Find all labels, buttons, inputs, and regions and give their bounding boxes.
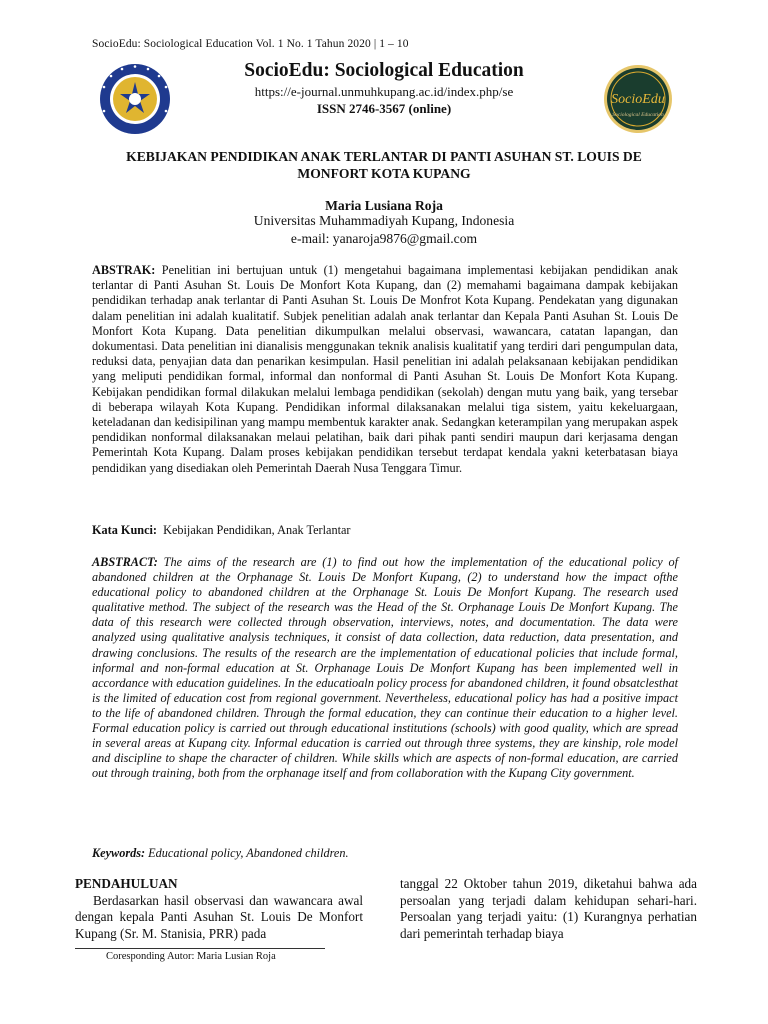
author-name: Maria Lusiana Roja xyxy=(325,198,443,213)
abstract-en-text: The aims of the research are (1) to find out how the implementation of the educational policy of abandoned children at the Orphanage St. Louis De Monfort Kupang, (2) to understand how the impact ofthe educational policy to abandoned children at the Orphanage St. Louis De Monfort Kupang. The research used qualitative method. The subject of the research was the Head of the St. Orphanage Louis De Monfort Kupang. The data of this research were collected through observation, interviews, notes, and documentation. The data were analyzed using qualitative analysis techniques, it consist of data collection, data reduction, data presentation, and drawing conclusions. The results of the research are the implementation of educational policies that include formal, informal and non-formal education at St. Orphanage Louis De Monfort Kupang has been implemented well in accordance with education guidelines. In the educatioaln policy process for abandoned children, it found obsatclesthat is the limited of education cost from regional government. Nevertheless, educational policy has had a positive impact to the life of abandoned children. Through the formal education, they can continue their education to a higher level. Formal education policy is carried out through educational institutions (schools) with good quality, which are spread in several areas at Kupang city. Informal education is carried out through three systems, they are kinship, role model and discipline to shape the character of children. While skills which are aspects of non-formal education, are carried out through training, both from the orphanage itself and from collaboration with the Kupang City government. xyxy=(92,555,679,781)
section-heading-pendahuluan: PENDAHULUAN xyxy=(75,876,178,891)
journal-issn: ISSN 2746-3567 (online) xyxy=(316,101,452,116)
author-email[interactable]: e-mail: yanaroja9876@gmail.com xyxy=(290,231,478,246)
kata-kunci-label: Kata Kunci: xyxy=(92,523,157,537)
journal-title: SocioEdu: Sociological Education xyxy=(244,60,524,81)
keywords-en xyxy=(92,846,349,861)
keywords-en-label: Keywords: xyxy=(92,846,146,860)
abstract-en-label: ABSTRACT: xyxy=(92,555,158,569)
socioedu-logo-text: SocioEdu xyxy=(611,92,665,107)
body-text-right: tanggal 22 Oktober tahun 2019, diketahui bahwa ada persoalan yang terjadi dalam kehidupan sehari-hari. Persoalan yang terjadi yaitu: (1) Kurangnya perhatian dari pemerintah terhadap biaya xyxy=(400,876,697,941)
footnote-corresponding-author: Coresponding Autor: Maria Lusian Roja xyxy=(106,951,276,962)
kata-kunci xyxy=(92,523,351,538)
author-affiliation: Universitas Muhammadiyah Kupang, Indonesia xyxy=(253,213,515,228)
running-head: SocioEdu: Sociological Education Vol. 1 No. 1 Tahun 2020 | 1 – 10 xyxy=(92,38,409,50)
abstrak-paragraph xyxy=(92,263,678,476)
abstrak-text: Penelitian ini bertujuan untuk (1) mengetahui bagaimana implementasi kebijakan pendidikan anak terlantar di Panti Asuhan St. Louis De Monfort Kota Kupang, dan (2) memahami bagaimana dampak kebijakan pendidikan terhadap anak terlantar di Panti Asuhan St. Louis De Monfrot Kota Kupang. Pendekatan yang digunakan dalam penelitian ini adalah kualitatif. Subjek penelitian adalah anak terlantar dan Kepala Panti Asuhan St. Louis De Monfort Kota Kupang. Data penelitian dikumpulkan melalui observasi, wawancara, catatan lapangan, dan dokumentasi. Data penelitian ini dianalisis menggunakan teknik analisis kualitatif yang terdiri dari pengumpulan data, reduksi data, penyajian data dan penarikan kesimpulan. Hasil penelitian ini adalah pelaksanaan kebijakan pendidikan yang meliputi pendidikan formal, informal dan nonformal di Panti Asuhan St. Louis De Monfort Kota Kupang. Kebijakan pendidikan formal dilakukan melalui lembaga pendidikan (sekolah) dengan mutu yang baik, yang tersebar di beberapa wilayah Kota Kupang. Pendidikan informal dilaksanakan melalui tiga sistem, yaitu kekeluargaan, keteladanan dan kedisipilinan yang mampu membentuk karakter anak. Sedangkan keterampilan yang merupakan aspek pendidikan nonformal dilaksanakan melaui pelatihan, baik dari pihak panti sendiri maupun dari kerjasama dengan Pemerintah Kota Kupang. Dalam proses kebijakan pendidikan tersebut terdapat kendala yakni keterbatasan biaya pendidikan yang disediakan oleh Pemerintah Daerah Nusa Tenggara Timur. xyxy=(92,263,678,475)
socioedu-logo-icon xyxy=(595,62,681,136)
abstract-en-paragraph xyxy=(92,555,678,781)
keywords-en-text: Educational policy, Abandoned children. xyxy=(148,846,349,860)
body-column-left xyxy=(75,876,363,942)
body-text-left: Berdasarkan hasil observasi dan wawancara awal dengan kepala Panti Asuhan St. Louis De Monfort Kupang (Sr. M. Stanisia, PRR) pada xyxy=(75,892,363,941)
footnote-divider xyxy=(75,948,325,949)
abstrak-label: ABSTRAK: xyxy=(92,263,156,277)
socioedu-logo-tagline: Sociological Education xyxy=(612,112,664,118)
kata-kunci-text: Kebijakan Pendidikan, Anak Terlantar xyxy=(163,523,351,537)
paper-title: KEBIJAKAN PENDIDIKAN ANAK TERLANTAR DI PANTI ASUHAN ST. LOUIS DE MONFORT KOTA KUPANG xyxy=(126,149,642,181)
journal-url[interactable]: https://e-journal.unmuhkupang.ac.id/index.php/se xyxy=(254,84,514,99)
